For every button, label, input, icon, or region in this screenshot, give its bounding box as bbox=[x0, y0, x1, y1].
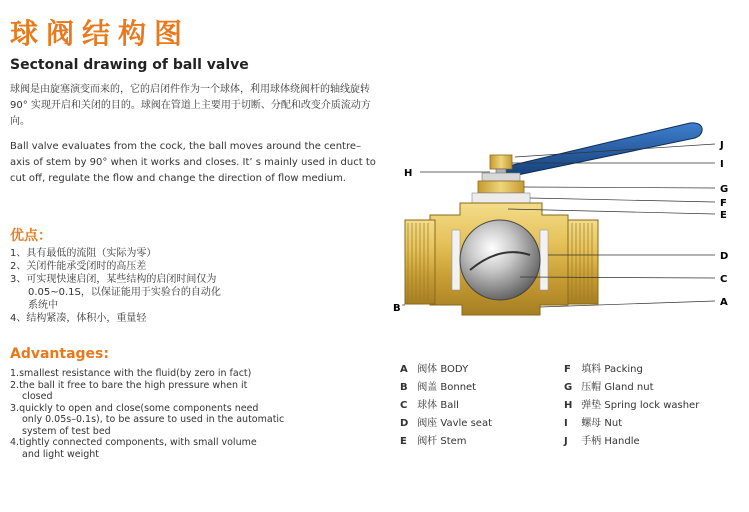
legend-letter: J bbox=[564, 436, 568, 447]
legend-cn: 填料 bbox=[581, 364, 602, 375]
item-text: 关闭件能承受闭时的高压差 bbox=[26, 261, 147, 272]
item-text: smallest resistance with the fluid(by zero in fact) bbox=[19, 368, 252, 379]
item-text: 可实现快速启闭，某些结构的启闭时间仅为 bbox=[26, 274, 217, 285]
item-number: 3. bbox=[10, 402, 20, 414]
page-title-cn: 球阀结构图 bbox=[10, 17, 191, 50]
description-cn: 球阀是由旋塞演变而来的，它的启闭件作为一个球体，利用球体绕阀杆的轴线旋转90° 实现开启和关闭的目的。球阀在管道上主要用于切断、分配和改变介质流动方向。 bbox=[10, 84, 371, 127]
item-text: tightly connected components, with small volume bbox=[19, 437, 257, 448]
legend-item bbox=[400, 414, 492, 429]
legend-item bbox=[400, 360, 468, 375]
legend-en: Nut bbox=[604, 418, 623, 429]
label-f: F bbox=[720, 198, 727, 209]
legend-en: BODY bbox=[440, 364, 469, 375]
legend-item bbox=[564, 396, 699, 411]
legend-cn: 阀座 bbox=[417, 418, 438, 429]
seat-left-shape bbox=[452, 230, 460, 290]
item-number: 3、 bbox=[10, 274, 27, 285]
item-continuation: only 0.05s–0.1s), to be assure to used in the automatic bbox=[22, 414, 285, 425]
legend-letter: E bbox=[400, 436, 407, 447]
description-en: Ball valve evaluates from the cock, the ball moves around the centre–axis of stem by 90° when it works and closes. It’ s mainly used in duct to cut off, regulate the flow and change the direction of flow medium. bbox=[10, 141, 376, 184]
handle-shape bbox=[500, 123, 702, 177]
body-port-shape bbox=[568, 220, 598, 304]
legend-cn: 阀盖 bbox=[417, 382, 438, 393]
legend-cn: 弹垫 bbox=[581, 400, 602, 411]
advantages-cn-list bbox=[10, 247, 310, 325]
legend-item bbox=[564, 414, 622, 429]
legend-letter: F bbox=[564, 364, 571, 375]
legend-item bbox=[400, 378, 476, 393]
legend-en: Bonnet bbox=[440, 382, 477, 393]
label-e: E bbox=[720, 210, 727, 221]
legend-en: Spring lock washer bbox=[604, 400, 700, 411]
legend-cn: 阀体 bbox=[417, 364, 438, 375]
legend-cn: 手柄 bbox=[581, 436, 602, 447]
legend-item bbox=[400, 432, 467, 447]
ball-shape bbox=[460, 220, 540, 300]
item-number: 4、 bbox=[10, 313, 27, 324]
legend-cn: 压帽 bbox=[581, 382, 602, 393]
item-number: 2、 bbox=[10, 261, 27, 272]
legend-cn: 螺母 bbox=[581, 418, 602, 429]
legend-letter: A bbox=[400, 364, 408, 375]
advantages-cn-heading: 优点： bbox=[10, 228, 52, 244]
item-continuation: closed bbox=[22, 391, 53, 402]
item-number: 1. bbox=[10, 368, 20, 379]
legend-item bbox=[564, 432, 640, 447]
legend-letter: D bbox=[400, 418, 409, 429]
advantage-cn-item bbox=[10, 260, 310, 273]
advantage-cn-item bbox=[10, 273, 310, 312]
label-j: J bbox=[720, 140, 724, 151]
legend-en: Packing bbox=[604, 364, 643, 375]
item-text: the ball it free to bare the high pressure when it bbox=[19, 379, 248, 391]
legend-en: Vavle seat bbox=[440, 418, 493, 429]
legend-letter: I bbox=[564, 418, 568, 429]
advantages-en-heading: Advantages: bbox=[10, 346, 109, 362]
packing-shape bbox=[472, 193, 530, 203]
legend-cn: 球体 bbox=[417, 400, 438, 411]
advantage-en-item bbox=[10, 437, 290, 460]
legend-en: Ball bbox=[440, 400, 459, 411]
legend-letter: C bbox=[400, 400, 408, 411]
advantage-cn-item bbox=[10, 247, 310, 260]
advantage-en-item bbox=[10, 380, 290, 403]
item-continuation: system of test bed bbox=[22, 425, 111, 437]
item-number: 1、 bbox=[10, 248, 27, 259]
advantage-cn-item bbox=[10, 312, 310, 325]
legend-en: Stem bbox=[440, 436, 467, 447]
legend-item bbox=[564, 360, 643, 375]
legend-letter: G bbox=[564, 382, 573, 393]
advantage-en-item bbox=[10, 368, 290, 380]
item-text: 具有最低的流阻（实际为零） bbox=[26, 248, 157, 259]
nut-shape bbox=[490, 155, 512, 169]
advantages-en-list bbox=[10, 368, 290, 460]
label-b: B bbox=[393, 303, 401, 314]
item-continuation: and light weight bbox=[22, 448, 99, 460]
item-text: 结构紧凑，体积小，重量轻 bbox=[26, 313, 147, 324]
item-number: 4. bbox=[10, 437, 20, 448]
label-c: C bbox=[720, 274, 728, 285]
item-number: 2. bbox=[10, 379, 20, 391]
advantage-en-item bbox=[10, 403, 290, 438]
gland-nut-shape bbox=[478, 181, 524, 193]
item-continuation: 系统中 bbox=[28, 300, 58, 311]
item-continuation: 0.05~0.1S，以保证能用于实验台的自动化 bbox=[28, 287, 221, 298]
legend-item bbox=[400, 396, 459, 411]
label-a: A bbox=[720, 297, 728, 308]
legend-cn: 阀杆 bbox=[417, 436, 438, 447]
page-title-en: Sectonal drawing of ball valve bbox=[10, 57, 249, 73]
legend-en: Gland nut bbox=[604, 382, 654, 393]
label-g: G bbox=[720, 184, 729, 195]
item-text: quickly to open and close(some components need bbox=[19, 402, 259, 414]
legend-letter: B bbox=[400, 382, 408, 393]
label-i: I bbox=[720, 159, 724, 170]
washer-shape bbox=[482, 173, 520, 181]
legend-item bbox=[564, 378, 654, 393]
seat-right-shape bbox=[540, 230, 548, 290]
legend-letter: H bbox=[564, 400, 573, 411]
label-h: H bbox=[404, 168, 413, 179]
legend-en: Handle bbox=[604, 436, 640, 447]
ball-valve-diagram bbox=[390, 105, 749, 325]
label-d: D bbox=[720, 251, 729, 262]
